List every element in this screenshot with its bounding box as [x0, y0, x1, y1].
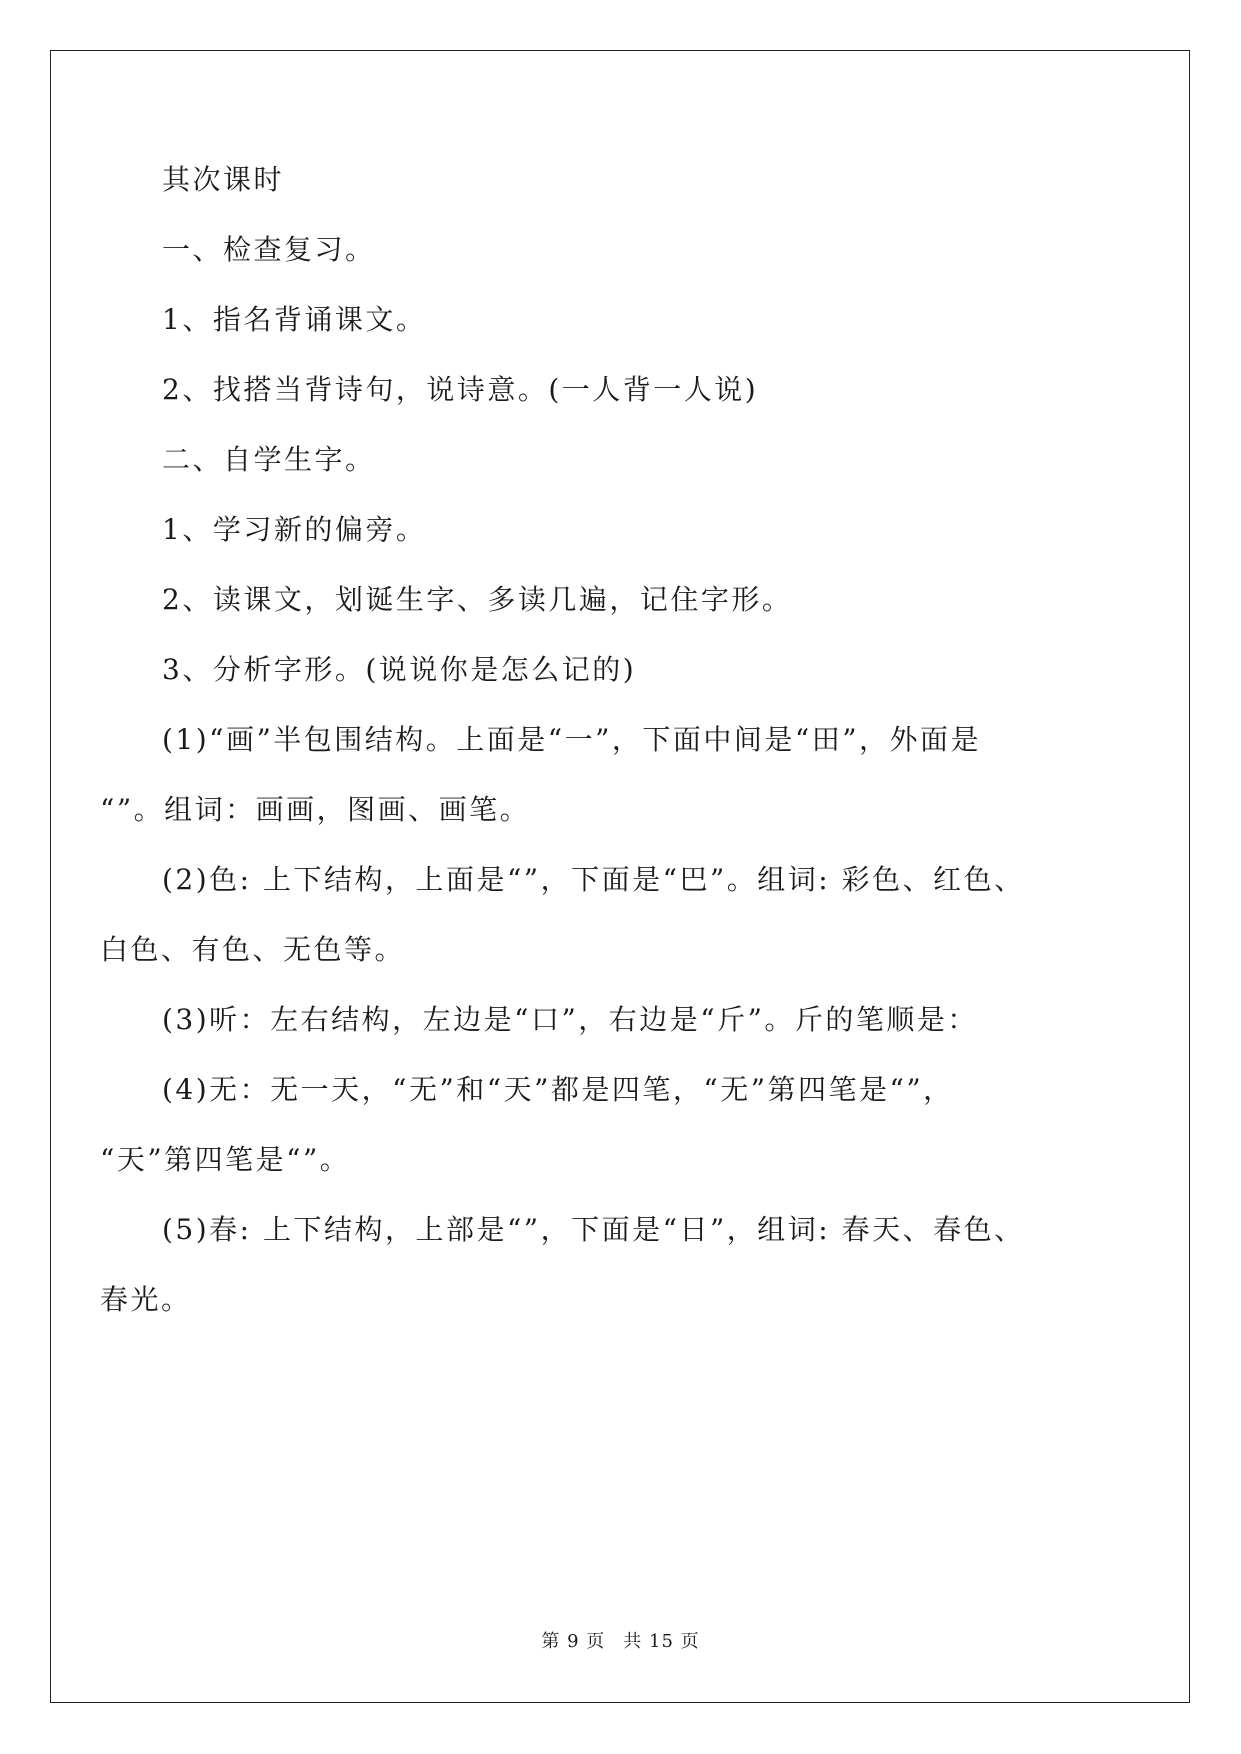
- section-title: 其次课时: [162, 163, 285, 196]
- heading-review: 一、检查复习。: [162, 233, 376, 266]
- paragraph: 1、学习新的偏旁。: [162, 513, 427, 546]
- paragraph: 1、指名背诵课文。: [162, 303, 427, 336]
- paragraph-continuation: “天”第四笔是“”。: [100, 1143, 351, 1176]
- heading-self-study: 二、自学生字。: [162, 443, 376, 476]
- paragraph-continuation: 白色、有色、无色等。: [100, 933, 406, 966]
- paragraph: (1)“画”半包围结构。上面是“一”，下面中间是“田”，外面是: [162, 723, 982, 756]
- paragraph: 3、分析字形。(说说你是怎么记的): [162, 653, 637, 686]
- paragraph: (2)色: 上下结构，上面是“”，下面是“巴”。组词: 彩色、红色、: [162, 863, 1025, 896]
- paragraph: (4)无：无一天，“无”和“天”都是四笔，“无”第四笔是“”，: [162, 1073, 954, 1106]
- paragraph: (3)听：左右结构，左边是“口”，右边是“斤”。斤的笔顺是：: [162, 1003, 978, 1036]
- paragraph: 2、读课文，划诞生字、多读几遍，记住字形。: [162, 583, 793, 616]
- page-total: 共 15 页: [623, 1631, 700, 1652]
- paragraph: (5)春: 上下结构，上部是“”，下面是“日”，组词: 春天、春色、: [162, 1213, 1025, 1246]
- page-footer: [0, 1630, 1241, 1654]
- page-number: 第 9 页: [541, 1631, 606, 1652]
- paragraph-continuation: “”。组词：画画，图画、画笔。: [100, 793, 531, 826]
- paragraph: 2、找搭当背诗句，说诗意。(一人背一人说): [162, 373, 759, 406]
- paragraph-continuation: 春光。: [100, 1283, 192, 1316]
